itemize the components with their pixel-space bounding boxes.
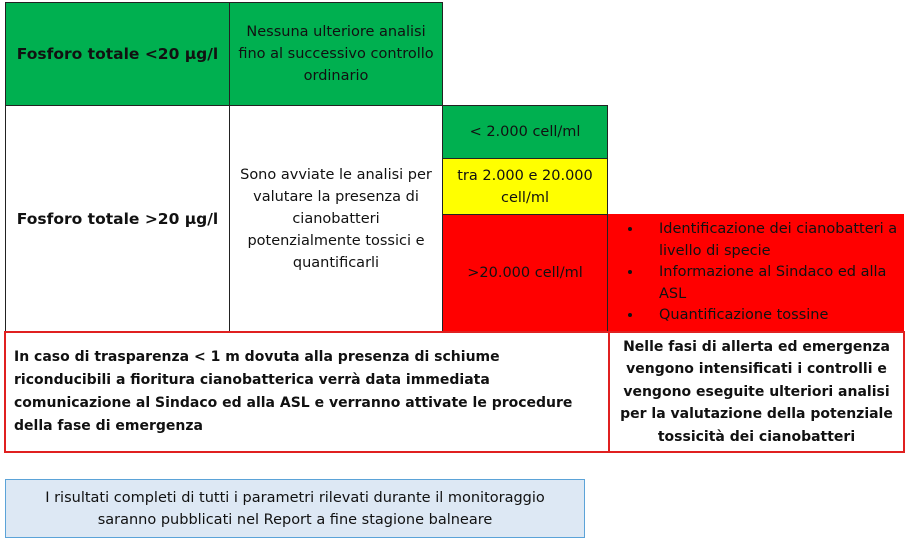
footer-note: [5, 479, 585, 538]
high-phosphorus-label: [5, 105, 230, 332]
alert-note: [608, 331, 905, 453]
transparency-note-text: In caso di trasparenza < 1 m dovuta alla presenza di schiume riconducibili a fioritura cianobatterica verrà data immediata comunicazione al Sindaco ed alla ASL e verranno attivate le procedure della fase di emergenza: [14, 349, 573, 434]
high-phosphorus-label-text: Fosforo totale >20 µg/l: [16, 209, 219, 228]
high-phosphorus-action: [229, 105, 443, 332]
transparency-note: [4, 331, 610, 453]
low-phosphorus-label-text: Fosforo totale <20 µg/l: [16, 45, 219, 63]
footer-note-text: I risultati completi di tutti i parametri rilevati durante il monitoraggio saranno pubblicati nel Report a fine stagione balneare: [45, 489, 545, 528]
level-low: [442, 105, 608, 159]
level-medium: [442, 158, 608, 215]
level-high: [442, 214, 608, 332]
low-phosphorus-label: [5, 2, 230, 106]
action-item: • Identificazione dei cianobatteri a livello di specie: [643, 219, 904, 262]
high-phosphorus-action-text: Sono avviate le analisi per valutare la presenza di cianobatteri potenzialmente tossici e quantificarli: [240, 166, 432, 271]
level-high-text: >20.000 cell/ml: [467, 265, 583, 281]
action-item: • Quantificazione tossine: [643, 305, 904, 327]
action-item: • Informazione al Sindaco ed alla ASL: [643, 262, 904, 305]
high-level-actions-list: [608, 219, 904, 327]
alert-note-text: Nelle fasi di allerta ed emergenza vengono intensificati i controlli e vengono eseguite ulteriori analisi per la valutazione della potenziale tossicità dei cianobatteri: [620, 338, 893, 445]
level-medium-text: tra 2.000 e 20.000 cell/ml: [457, 167, 593, 206]
low-phosphorus-action: [229, 2, 443, 106]
level-low-text: < 2.000 cell/ml: [469, 124, 581, 140]
high-level-actions: [608, 214, 904, 332]
low-phosphorus-action-text: Nessuna ulteriore analisi fino al successivo controllo ordinario: [238, 24, 434, 84]
